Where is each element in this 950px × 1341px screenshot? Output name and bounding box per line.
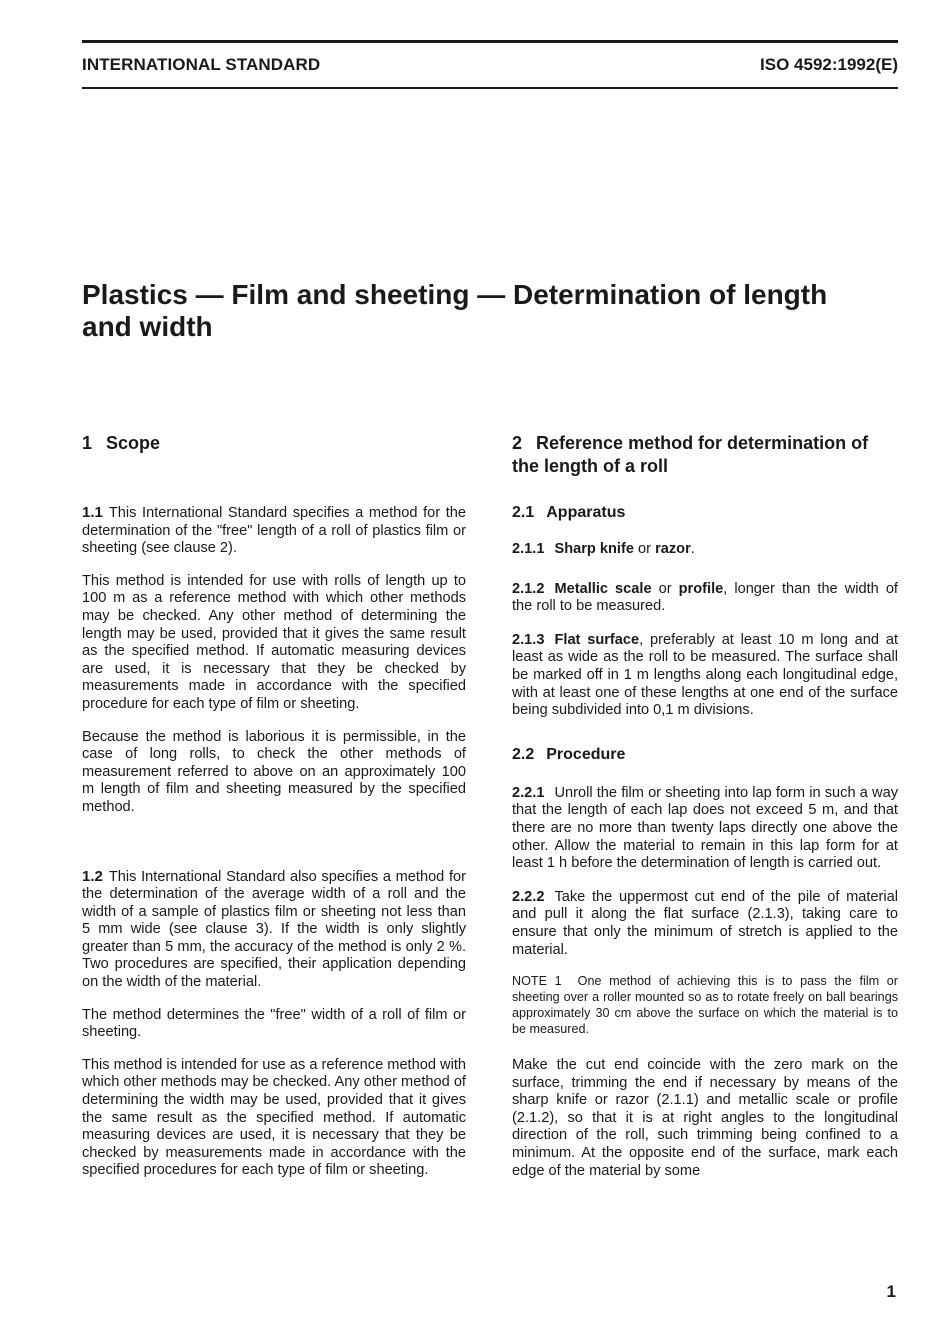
paragraph-2-1-1 [512,541,898,559]
note-1 [512,973,898,1037]
header-bottom-rule [82,87,898,89]
clause-number: 2.1.3 [512,631,545,648]
paragraph: This method is intended for use as a reference method with which other methods may be checked. Any other method of determining the width may be used, provided that it gives the same result as the specified method. If automatic measuring devices are used, it is necessary that they be checked by measurements made in accordance with the specified procedures for each type of film or sheeting. [82,1056,466,1179]
document-title: Plastics — Film and sheeting — Determination of length and width [82,279,828,342]
item-text: , preferably at least 10 m long and at least as wide as the roll to be measured. The surface shall be marked off in 1 m lengths along each longitudinal edge, with at least one of these lengths at one end of the surface being subdivided into 0,1 m divisions. [512,631,898,719]
item-name: razor [655,541,691,557]
paragraph: The method determines the "free" width of a roll of film or sheeting. [82,1006,466,1041]
right-column [512,432,898,1180]
clause-number: 2.1.2 [512,580,545,597]
item-conjunction: or [658,580,672,597]
paragraph-text: This International Standard also specifies a method for the determination of the average width of a roll and the width of a sample of plastics film or sheeting not less than 5 mm wide (see clause 3). If the width is only slightly greater than 5 mm, the accuracy of the method is only 2 %. Two procedures are specified, their application depending on the width of the material. [82,868,466,991]
section-title: Scope [106,433,161,453]
header-top-rule [82,40,898,43]
paragraph-text: This International Standard specifies a method for the determination of the "free" length of a roll of plastics film or sheeting (see clause 2). [82,505,466,557]
paragraph-text: Unroll the film or sheeting into lap form in such a way that the length of each lap does not exceed 5 m, and that there are no more than twenty laps directly one above the other. Allow the material to remain in this lap form for at least 1 h before the determination of length is carried out. [512,784,898,872]
paragraph-2-1-3 [512,632,898,720]
paragraph-1-1 [82,504,466,558]
subsection-number: 2.1 [512,504,535,521]
page-number: 1 [886,1282,896,1301]
subsection-2-1-heading [512,503,898,523]
note-text: One method of achieving this is to pass the film or sheeting over a roller mounted so as to rotate freely on ball bearings approximately 30 cm above the surface on which the material is to be measured. [512,974,898,1037]
item-text: , longer than the width of the roll to be measured. [512,580,898,615]
paragraph-2-1-2 [512,581,898,616]
section-number: 1 [82,433,93,453]
item-conjunction: or [638,541,651,557]
header-standard-label: INTERNATIONAL STANDARD [82,55,321,74]
note-label: NOTE 1 [512,974,562,989]
item-end: . [690,541,695,557]
left-column [82,432,466,1180]
item-name: profile [678,580,724,597]
clause-number: 2.2.1 [512,784,545,801]
clause-number: 1.1 [82,504,103,521]
section-number: 2 [512,433,523,453]
paragraph-2-2-1 [512,785,898,873]
paragraph-2-2-2 [512,889,898,959]
section-1-heading [82,432,466,455]
clause-number: 2.1.1 [512,541,545,557]
paragraph-1-2 [82,868,466,992]
section-title: Reference method for determination of the length of a roll [512,433,869,476]
clause-number: 1.2 [82,867,103,885]
subsection-title: Procedure [546,745,626,763]
clause-number: 2.2.2 [512,888,545,905]
paragraph-text: Take the uppermost cut end of the pile of material and pull it along the flat surface (2.1.3), taking care to ensure that only the minimum of stretch is applied to the material. [512,888,898,958]
subsection-2-2-heading [512,745,898,765]
subsection-number: 2.2 [512,745,535,763]
paragraph: Because the method is laborious it is permissible, in the case of long rolls, to check the other methods of measurement referred to above on an approximately 100 m length of film and sheeting measured by the specified method. [82,728,466,815]
paragraph: This method is intended for use with rolls of length up to 100 m as a reference method with which other methods may be checked. Any other method of determining the length may be used, provided that it gives the same result as the specified method. If automatic measuring devices are used, it is necessary that they be checked by measurements made in accordance with the specified procedure for each type of film or sheeting. [82,572,466,712]
item-name: Metallic scale [554,580,652,597]
item-name: Flat surface [554,631,640,648]
item-name: Sharp knife [554,541,634,557]
paragraph: Make the cut end coincide with the zero mark on the surface, trimming the end if necessary by means of the sharp knife or razor (2.1.1) and metallic scale or profile (2.1.2), so that it is at right angles to the longitudinal direction of the roll, such trimming being confined to a minimum. At the opposite end of the surface, mark each edge of the material by some [512,1057,898,1179]
header-standard-number: ISO 4592:1992(E) [760,55,898,74]
subsection-title: Apparatus [546,504,626,521]
section-2-heading [512,432,898,478]
